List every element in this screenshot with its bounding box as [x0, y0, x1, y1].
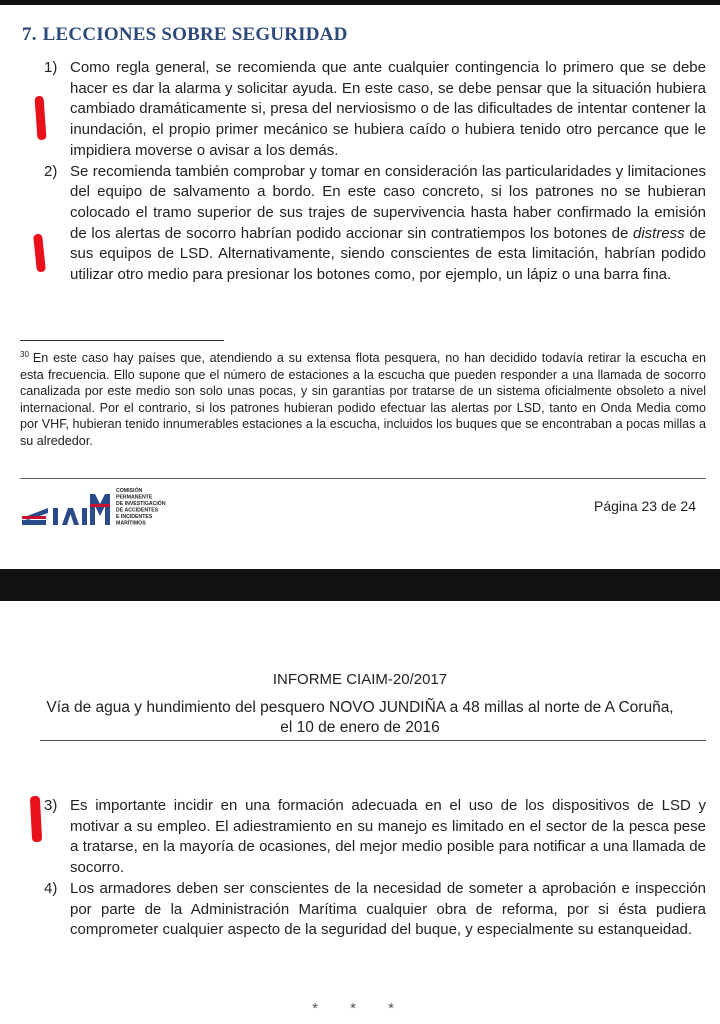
report-code: INFORME CIAIM-20/2017	[272, 671, 448, 688]
item-text: Es importante incidir en una formación adecuada en el uso de los dispositivos de LSD y motivar a su empleo. El adiestramiento en su manejo es limitado en el sector de la pesca pese a tratarse, en la mayoría de ocasiones, del mejor medio posible para notificar a una llamada de socorro.	[70, 797, 706, 877]
item-text-emphasis: distress	[633, 224, 685, 242]
footnote	[20, 347, 706, 450]
section-title	[22, 24, 348, 46]
end-ornament: * * *	[312, 1000, 408, 1017]
top-edge-bar	[0, 0, 720, 5]
item-text: Los armadores deben ser conscientes de la necesidad de someter a aprobación e inspección por parte de la Administración Marítima cualquier obra de reforma, por si ésta pudiera comprometer cualquier aspecto de la seguridad del buque, y especialmente su estanqueidad.	[70, 879, 706, 939]
logo-line: PERMANENTE	[116, 494, 153, 501]
footnote-separator	[20, 340, 224, 341]
lessons-list-bottom	[44, 796, 706, 941]
item-text	[70, 162, 706, 286]
footnote-number: 30	[20, 350, 29, 359]
list-item	[44, 162, 706, 286]
red-highlight-mark	[30, 796, 42, 842]
page-number: Página 23 de 24	[594, 498, 696, 514]
footer-separator	[20, 478, 706, 479]
item-number: 2)	[44, 162, 58, 180]
item-text-part: Se recomienda también comprobar y tomar en consideración las particularidades y limitaciones del equipo de salvamento a bordo. En este caso concreto, si los patrones no se hubieran colocado el tramo superior de sus trajes de supervivencia hasta haber confirmado la emisión de los alertas de socorro habrían podido accionar sin contratiempos los botones de	[70, 162, 706, 242]
logo-line: DE ACCIDENTES	[116, 507, 159, 514]
logo-line: COMISIÓN	[116, 488, 143, 494]
item-text-part: de sus equipos de LSD. Alternativamente, siendo conscientes de esta limitación, habrían podido utilizar otro medio para presionar los botones como, por ejemplo, un lápiz o una barra fina.	[70, 224, 707, 284]
section-heading: LECCIONES SOBRE SEGURIDAD	[42, 24, 348, 45]
list-item	[44, 58, 706, 162]
item-text: Como regla general, se recomienda que ante cualquier contingencia lo primero que se debe hacer es dar la alarma y solicitar ayuda. En este caso, se debe pensar que la situación hubiera cambiado dramáticamente si, presa del nerviosismo o de las dificultades de intentar contener la inundación, el propio primer mecánico se hubiera caído o hubiera tenido otro percance que le impidiera moverse o avisar a los demás.	[70, 59, 706, 159]
section-number: 7.	[22, 24, 37, 45]
item-number: 1)	[44, 59, 58, 76]
lessons-list-top	[44, 58, 706, 286]
footnote-text: En este caso hay países que, atendiendo a su extensa flota pesquera, no han decidido todavía retirar la escucha en esta frecuencia. Ello supone que el número de estaciones a la escucha que pueden responder a una llamada de socorro canalizada por este medio son solo unas pocas, y sin garantías por tratarse de un sistema oficialmente obsoleto a nivel internacional. Por el contrario, si los patrones hubieran podido efectuar las alertas por LSD, tanto en Onda Media como por VHF, hubieran tenido innumerables estaciones a la escucha, incluidos los buques que se encontraban a pocas millas a su alrededor.	[20, 351, 706, 448]
item-number: 4)	[44, 879, 58, 897]
page-break-band	[0, 569, 720, 601]
report-subtitle: Vía de agua y hundimiento del pesquero NOVO JUNDIÑA a 48 millas al norte de A Coruña, el 10 de enero de 2016	[46, 699, 674, 736]
ciaim-logo	[20, 486, 180, 532]
ciaim-logo-graphic	[20, 486, 180, 532]
item-number: 3)	[44, 797, 58, 814]
list-item	[44, 879, 706, 941]
header-separator	[40, 740, 706, 741]
logo-line: E INCIDENTES	[116, 514, 153, 520]
logo-line: MARÍTIMOS	[116, 520, 146, 527]
logo-line: DE INVESTIGACIÓN	[116, 501, 166, 507]
list-item	[44, 796, 706, 879]
